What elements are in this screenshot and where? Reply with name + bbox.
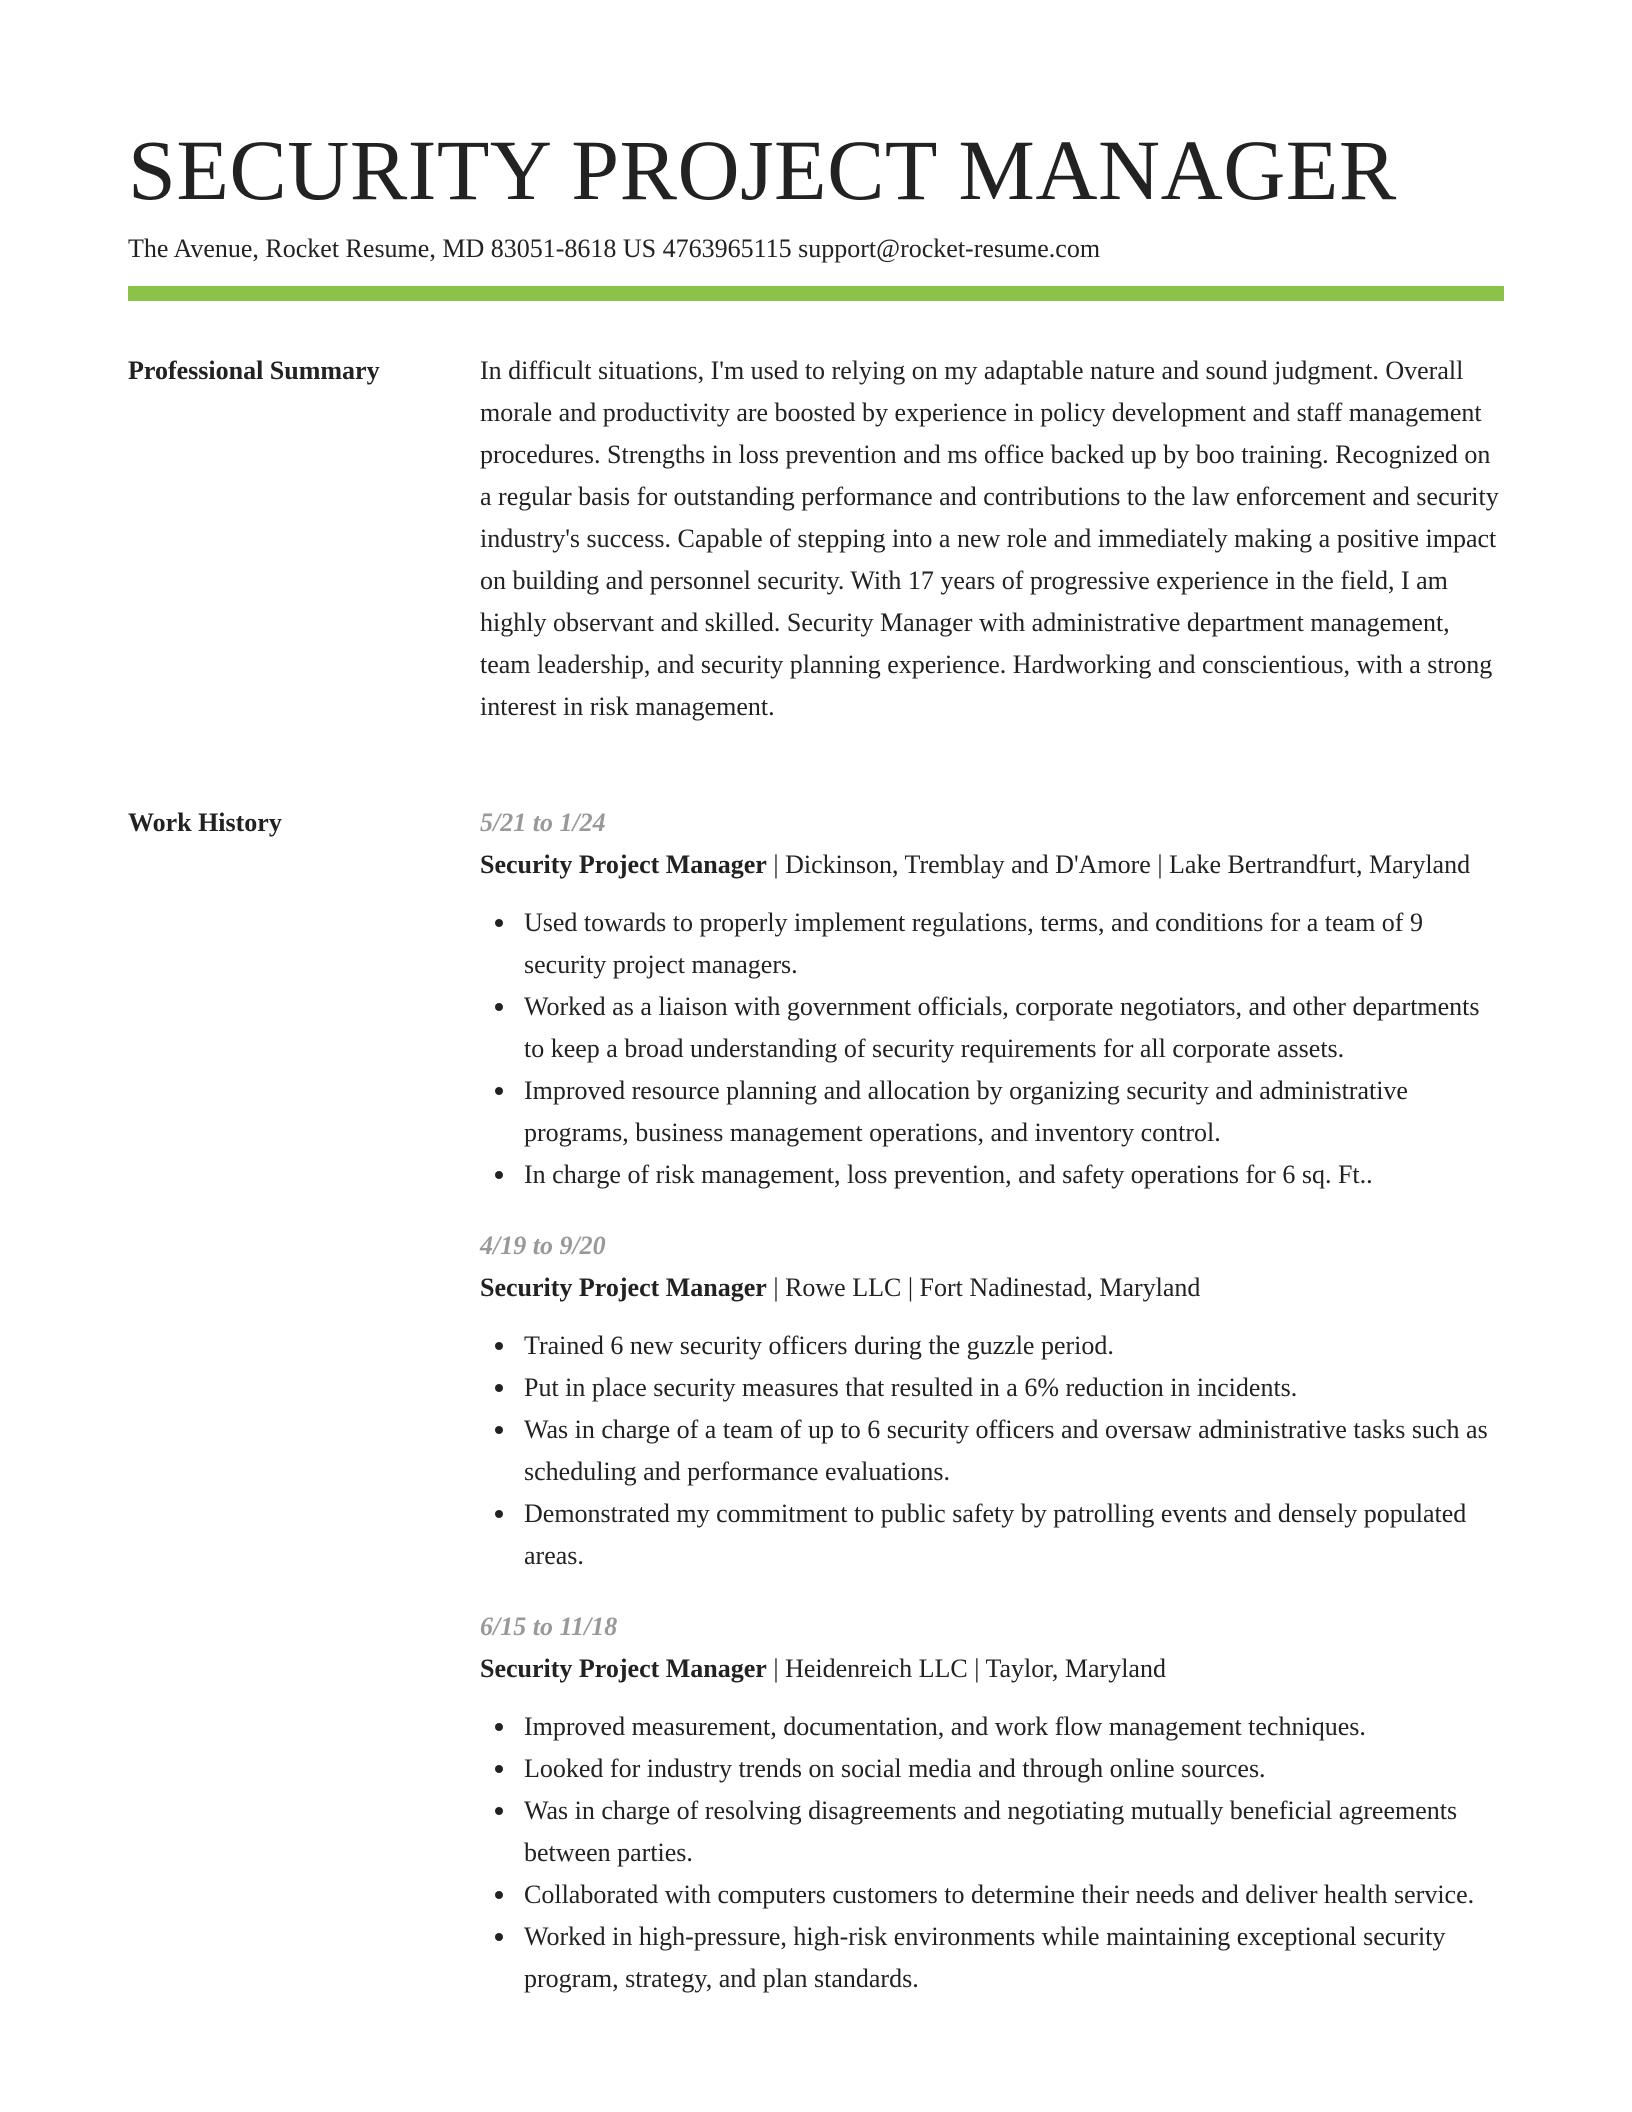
accent-divider xyxy=(128,286,1504,301)
job-bullet: Used towards to properly implement regulations, terms, and conditions for a team of 9 security project managers. xyxy=(524,902,1504,986)
job-entry xyxy=(480,1225,1504,1577)
section-label-summary: Professional Summary xyxy=(128,356,380,385)
job-bullet: Improved measurement, documentation, and work flow management techniques. xyxy=(524,1706,1504,1748)
job-details: | Heidenreich LLC | Taylor, Maryland xyxy=(766,1654,1166,1683)
job-bullet: Put in place security measures that resulted in a 6% reduction in incidents. xyxy=(524,1367,1504,1409)
job-dates: 4/19 to 9/20 xyxy=(480,1231,606,1260)
resume-title: SECURITY PROJECT MANAGER xyxy=(128,122,1397,218)
job-entry xyxy=(480,1606,1504,2000)
job-title: Security Project Manager xyxy=(480,850,767,879)
job-bullet: Worked as a liaison with government officials, corporate negotiators, and other departments to keep a broad understanding of security requirements for all corporate assets. xyxy=(524,986,1504,1070)
job-bullet: Looked for industry trends on social media and through online sources. xyxy=(524,1748,1504,1790)
job-bullet: Worked in high-pressure, high-risk environments while maintaining exceptional security program, strategy, and plan standards. xyxy=(524,1916,1504,2000)
job-bullet: Trained 6 new security officers during the guzzle period. xyxy=(524,1325,1504,1367)
job-bullets xyxy=(480,1706,1504,2000)
job-details: | Dickinson, Tremblay and D'Amore | Lake Bertrandfurt, Maryland xyxy=(766,850,1471,879)
job-heading xyxy=(480,844,1504,886)
job-bullet: Improved resource planning and allocation by organizing security and administrative programs, business management operations, and inventory control. xyxy=(524,1070,1504,1154)
job-bullets xyxy=(480,1325,1504,1577)
job-heading xyxy=(480,1267,1504,1309)
job-dates: 5/21 to 1/24 xyxy=(480,808,606,837)
job-title: Security Project Manager xyxy=(480,1654,767,1683)
job-details: | Rowe LLC | Fort Nadinestad, Maryland xyxy=(766,1273,1201,1302)
job-bullet: Was in charge of a team of up to 6 security officers and oversaw administrative tasks such as scheduling and performance evaluations. xyxy=(524,1409,1504,1493)
summary-text: In difficult situations, I'm used to relying on my adaptable nature and sound judgment. Overall morale and productivity are boosted by experience in policy development and staff management procedures. Strengths in loss prevention and ms office backed up by boo training. Recognized on a regular basis for outstanding performance and contributions to the law enforcement and security industry's success. Capable of stepping into a new role and immediately making a positive impact on building and personnel security. With 17 years of progressive experience in the field, I am highly observant and skilled. Security Manager with administrative department management, team leadership, and security planning experience. Hardworking and conscientious, with a strong interest in risk management. xyxy=(480,356,1499,721)
job-bullet: Collaborated with computers customers to determine their needs and deliver health service. xyxy=(524,1874,1504,1916)
job-bullet: Demonstrated my commitment to public safety by patrolling events and densely populated areas. xyxy=(524,1493,1504,1577)
work-history-list xyxy=(480,802,1504,2029)
job-title: Security Project Manager xyxy=(480,1273,767,1302)
contact-line: The Avenue, Rocket Resume, MD 83051-8618 US 4763965115 support@rocket-resume.com xyxy=(128,234,1101,263)
job-entry xyxy=(480,802,1504,1196)
job-bullet: Was in charge of resolving disagreements and negotiating mutually beneficial agreements between parties. xyxy=(524,1790,1504,1874)
section-label-work-history: Work History xyxy=(128,808,282,837)
job-bullet: In charge of risk management, loss prevention, and safety operations for 6 sq. Ft.. xyxy=(524,1154,1504,1196)
job-heading xyxy=(480,1648,1504,1690)
job-dates: 6/15 to 11/18 xyxy=(480,1612,618,1641)
job-bullets xyxy=(480,902,1504,1196)
